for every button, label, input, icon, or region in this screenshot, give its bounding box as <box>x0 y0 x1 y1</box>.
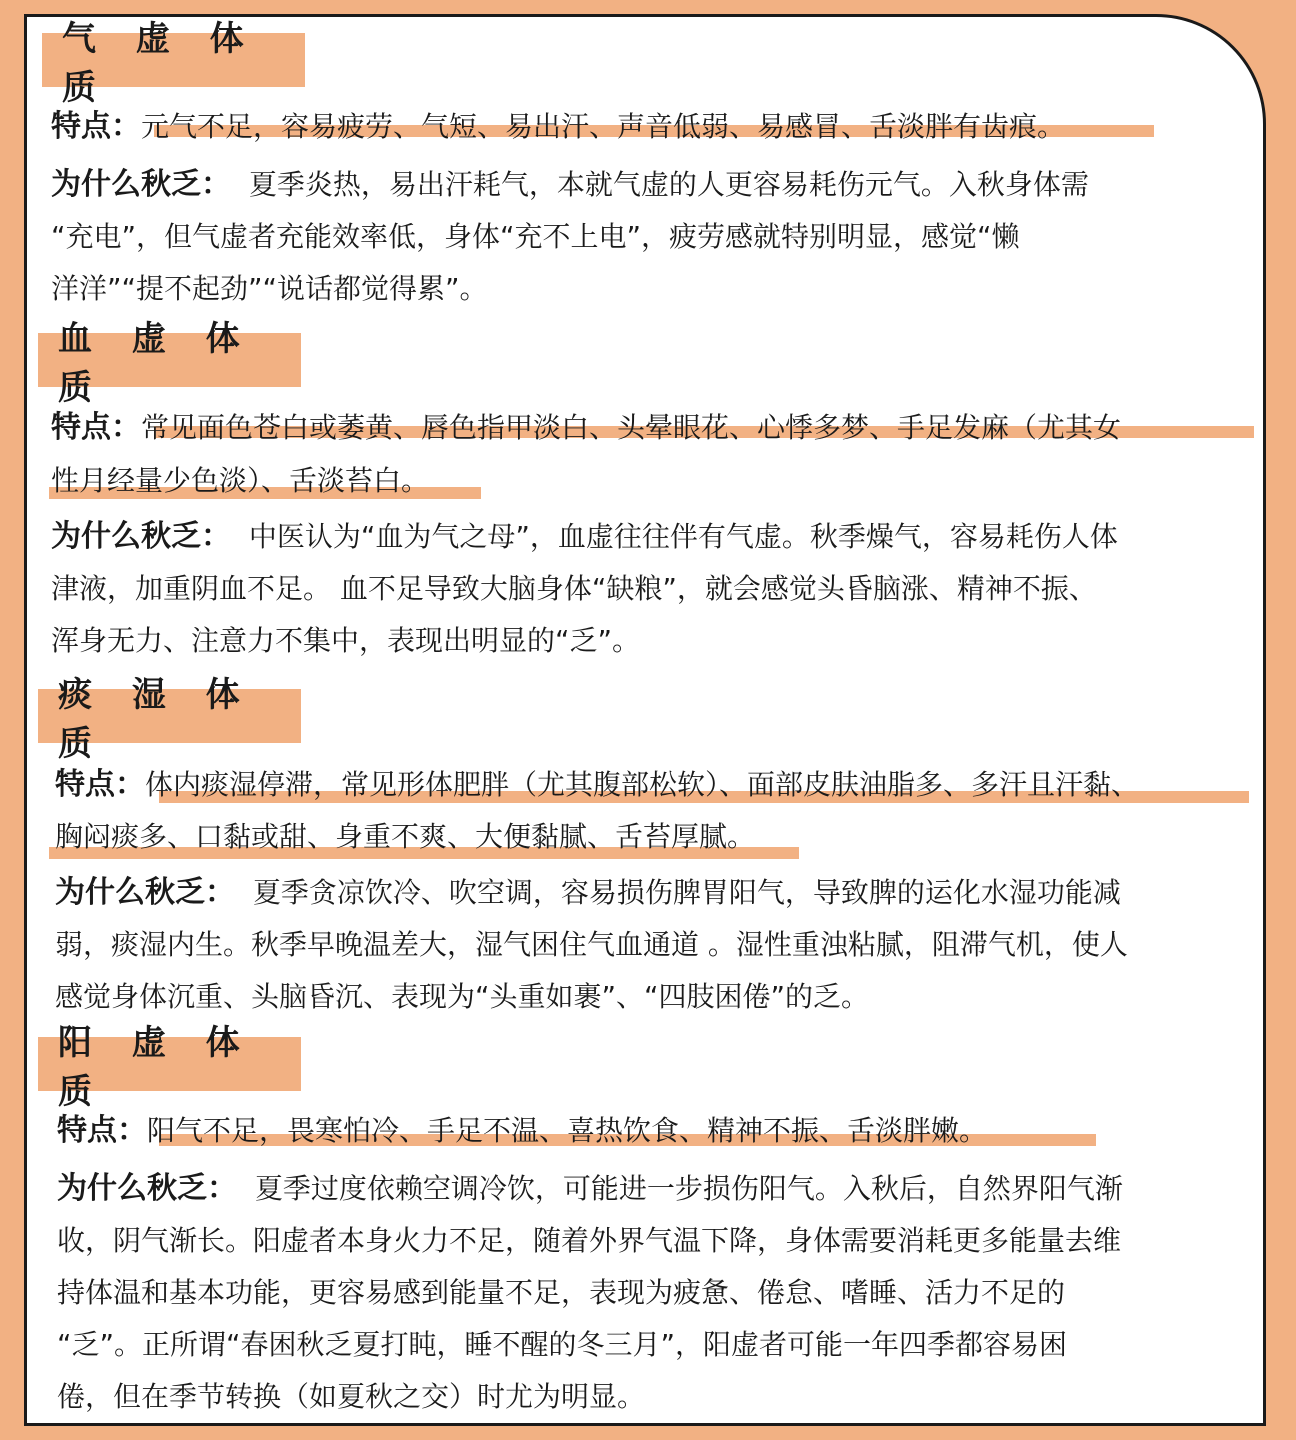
feature-text: 元气不足，容易疲劳、气短、易出汗、声音低弱、易感冒、舌淡胖有齿痕。 <box>141 110 1066 143</box>
why-text: 持体温和基本功能，更容易感到能量不足，表现为疲惫、倦怠、嗜睡、活力不足的 <box>57 1276 1066 1309</box>
feature-label: 特点： <box>51 410 141 445</box>
why-text: 夏季炎热，易出汗耗气，本就气虚的人更容易耗伤元气。入秋身体需 <box>248 168 1089 201</box>
why-label: 为什么秋乏： <box>57 1171 237 1206</box>
why-text: 收，阴气渐长。阳虚者本身火力不足，随着外界气温下降，身体需要消耗更多能量去维 <box>57 1224 1122 1257</box>
why-label: 为什么秋乏： <box>55 875 235 910</box>
why-text: 倦，但在季节转换（如夏秋之交）时尤为明显。 <box>57 1380 646 1413</box>
feature-text: 体内痰湿停滞，常见形体肥胖（尤其腹部松软）、面部皮肤油脂多、多汗且汗黏、 <box>145 768 1140 801</box>
why-line <box>51 511 1118 563</box>
feature-text: 阳气不足，畏寒怕冷、手足不温、喜热饮食、精神不振、舌淡胖嫩。 <box>147 1114 988 1147</box>
why-text: 弱，痰湿内生。秋季早晚温差大，湿气困住气血通道 。湿性重浊粘腻，阻滞气机，使人 <box>55 928 1128 961</box>
feature-text: 常见面色苍白或萎黄、唇色指甲淡白、头晕眼花、心悸多梦、手足发麻（尤其女 <box>141 411 1122 444</box>
why-text: 感觉身体沉重、头脑昏沉、表现为“头重如裹”、“四肢困倦”的乏。 <box>55 980 870 1013</box>
why-text: 夏季过度依赖空调冷饮，可能进一步损伤阳气。入秋后，自然界阳气渐 <box>254 1172 1123 1205</box>
feature-line <box>55 759 1139 811</box>
why-line <box>57 1163 1123 1215</box>
section-title-tag: 气 虚 体 质 <box>42 33 305 87</box>
feature-line <box>57 1105 987 1157</box>
feature-text: 胸闷痰多、口黏或甜、身重不爽、大便黏腻、舌苔厚腻。 <box>55 820 756 853</box>
feature-line <box>51 402 1121 454</box>
why-text: “充电”，但气虚者充能效率低，身体“充不上电”，疲劳感就特别明显，感觉“懒 <box>51 220 1020 253</box>
feature-label: 特点： <box>51 109 141 144</box>
why-line <box>55 867 1121 919</box>
why-text: 中医认为“血为气之母”，血虚往往伴有气虚。秋季燥气，容易耗伤人体 <box>248 520 1118 553</box>
why-text: “乏”。正所谓“春困秋乏夏打盹，睡不醒的冬三月”，阳虚者可能一年四季都容易困 <box>57 1328 1068 1361</box>
content-card <box>24 14 1266 1426</box>
feature-label: 特点： <box>57 1113 147 1148</box>
feature-line <box>51 101 1065 153</box>
feature-label: 特点： <box>55 767 145 802</box>
section-title-tag: 阳 虚 体 质 <box>38 1037 301 1091</box>
why-text: 洋洋”“提不起劲”“说话都觉得累”。 <box>51 272 488 305</box>
section-title-tag: 痰 湿 体 质 <box>38 689 301 743</box>
why-text: 夏季贪凉饮冷、吹空调，容易损伤脾胃阳气，导致脾的运化水湿功能减 <box>252 876 1121 909</box>
why-label: 为什么秋乏： <box>51 519 231 554</box>
section-title-tag: 血 虚 体 质 <box>38 333 301 387</box>
why-line <box>51 159 1089 211</box>
feature-text: 性月经量少色淡）、舌淡苔白。 <box>51 464 430 497</box>
why-text: 浑身无力、注意力不集中，表现出明显的“乏”。 <box>51 624 641 657</box>
why-text: 津液，加重阴血不足。 血不足导致大脑身体“缺粮”，就会感觉头昏脑涨、精神不振、 <box>51 572 1097 605</box>
why-label: 为什么秋乏： <box>51 167 231 202</box>
